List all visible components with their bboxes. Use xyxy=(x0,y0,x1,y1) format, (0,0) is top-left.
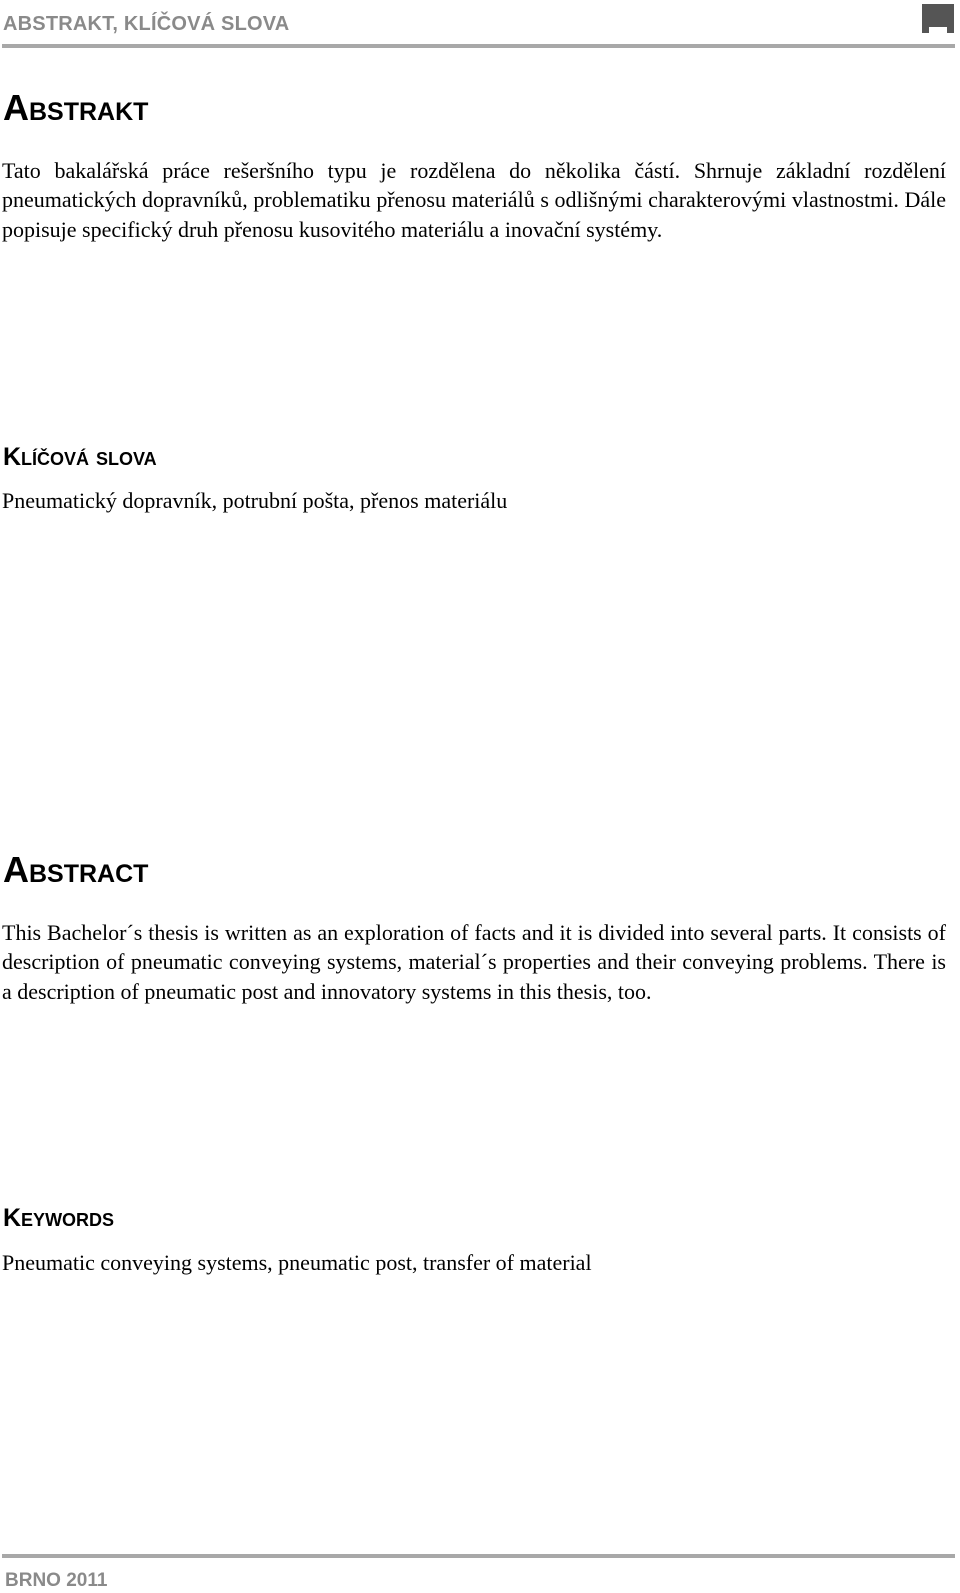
abstrakt-heading: Abstrakt xyxy=(3,87,149,128)
abstract-paragraph: This Bachelor´s thesis is written as an exploration of facts and it is divided into several parts. It consists of description of pneumatic conveying systems, material´s properties and their conveying problems. There is a description of pneumatic post and innovatory systems in this thesis, too. xyxy=(2,920,946,1004)
footer-divider xyxy=(2,1554,955,1558)
header-divider xyxy=(2,44,955,48)
keywords-heading: Keywords xyxy=(3,1204,115,1232)
keywords-text: Pneumatic conveying systems, pneumatic post, transfer of material xyxy=(2,1250,592,1275)
abstrakt-paragraph: Tato bakalářská práce rešeršního typu je rozdělena do několika částí. Shrnuje základní rozdělení pneumatických dopravníků, problematiku přenosu materiálů s odlišnými charakterovými vlastnostmi. Dále popisuje specifický druh přenosu kusovitého materiálu a inovační systémy. xyxy=(2,158,946,242)
klicova-slova-text: Pneumatický dopravník, potrubní pošta, přenos materiálu xyxy=(2,488,508,513)
footer-place-year: BRNO 2011 xyxy=(5,1570,108,1591)
abstract-heading: Abstract xyxy=(3,849,149,890)
klicova-slova-heading: Klíčová slova xyxy=(3,443,157,471)
university-logo-icon xyxy=(922,3,954,35)
running-header-title: ABSTRAKT, KLÍČOVÁ SLOVA xyxy=(3,13,290,35)
